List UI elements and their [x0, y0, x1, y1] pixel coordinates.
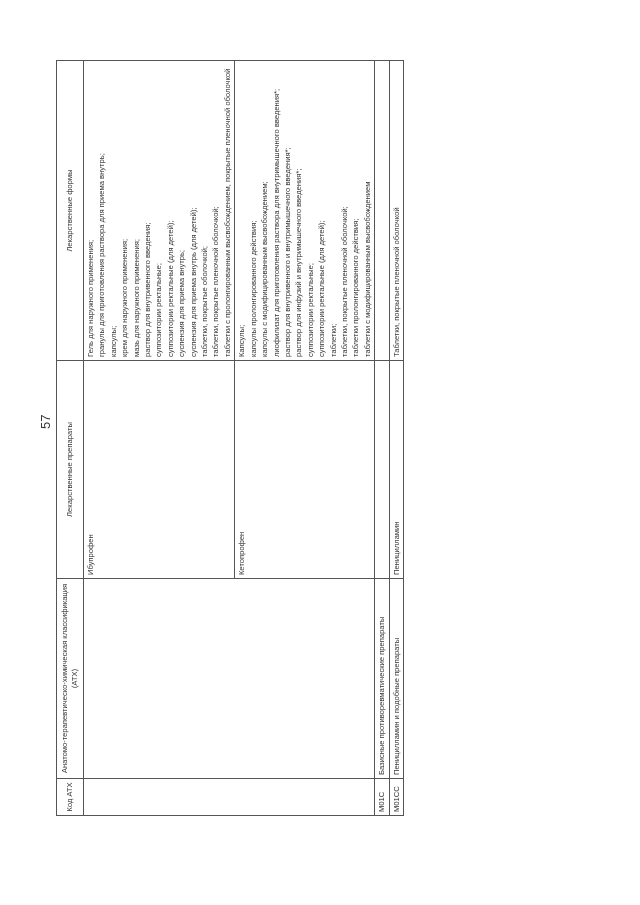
- form-line: капсулы пролонгированного действия;: [248, 220, 258, 357]
- drug-ibuprofen: Ибупрофен: [84, 361, 235, 579]
- header-forms: Лекарственные формы: [57, 61, 84, 361]
- form-line: капсулы с модифицированным высвобождением;: [260, 181, 270, 357]
- header-row: [57, 61, 84, 816]
- form-line: суспензия для приема внутрь;: [177, 249, 187, 357]
- form-line: суппозитории ректальные;: [305, 263, 315, 357]
- drug-ketoprofen: Кетопрофен: [235, 361, 375, 579]
- form-line: таблетки, покрытые оболочкой;: [200, 245, 210, 357]
- form-line: раствор для инфузий и внутримышечного введения*;: [294, 168, 304, 357]
- form-line: Капсулы;: [237, 324, 247, 357]
- form-line: гранулы для приготовления раствора для приема внутрь;: [97, 153, 107, 357]
- form-line: раствор для внутривенного введения;: [143, 222, 153, 357]
- form-line: таблетки пролонгированного действия;: [351, 218, 361, 357]
- form-line: суспензия для приема внутрь (для детей);: [188, 207, 198, 357]
- form-line: таблетки с пролонгированным высвобождением, покрытые пленочной оболочкой: [222, 68, 232, 357]
- form-line: суппозитории ректальные (для детей);: [165, 220, 175, 357]
- table-row-m01c: [375, 61, 389, 816]
- rotated-table-container: [56, 61, 576, 816]
- table-row-m01cc: [389, 61, 403, 816]
- form-line: мазь для наружного применения;: [131, 239, 141, 357]
- form-line: суппозитории ректальные;: [154, 263, 164, 357]
- form-line: таблетки, покрытые пленочной оболочкой;: [339, 206, 349, 357]
- forms-ibuprofen: [84, 61, 235, 361]
- cell-classification-empty: [84, 579, 375, 779]
- form-line: лиофилизат для приготовления раствора для внутримышечного введения*;: [271, 88, 281, 357]
- form-line: раствор для внутривенного и внутримышечного введения*;: [282, 147, 292, 357]
- form-line: Гель для наружного применения;: [86, 239, 95, 357]
- forms-ketoprofen: [235, 61, 375, 361]
- form-line: таблетки с модифицированным высвобождением: [362, 181, 372, 357]
- code-m01c: M01C: [375, 779, 389, 816]
- code-m01cc: M01CC: [389, 779, 403, 816]
- form-line: таблетки;: [328, 323, 338, 357]
- atc-table: [56, 60, 404, 816]
- forms-empty: [375, 61, 389, 361]
- form-line: суппозитории ректальные (для детей);: [317, 220, 327, 357]
- drug-empty: [375, 361, 389, 579]
- header-code: Код АТХ: [57, 779, 84, 816]
- header-drugs: Лекарственные препараты: [57, 361, 84, 579]
- drug-penicillamine: Пеницилламин: [389, 361, 403, 579]
- classification-m01c: Базисные противоревматические препараты: [375, 579, 389, 779]
- form-line: крем для наружного применения;: [120, 238, 130, 357]
- forms-penicillamine: Таблетки, покрытые пленочной оболочкой: [389, 61, 403, 361]
- cell-code-empty: [84, 779, 375, 816]
- header-classification: Анатомо-терапевтическо-химическая классификация (АТХ): [57, 579, 84, 779]
- form-line: таблетки, покрытые пленочной оболочкой;: [211, 206, 221, 357]
- page-number: 57: [38, 414, 53, 429]
- classification-m01cc: Пеницилламин и подобные препараты: [389, 579, 403, 779]
- table-row: [84, 61, 235, 816]
- form-line: капсулы;: [108, 325, 118, 357]
